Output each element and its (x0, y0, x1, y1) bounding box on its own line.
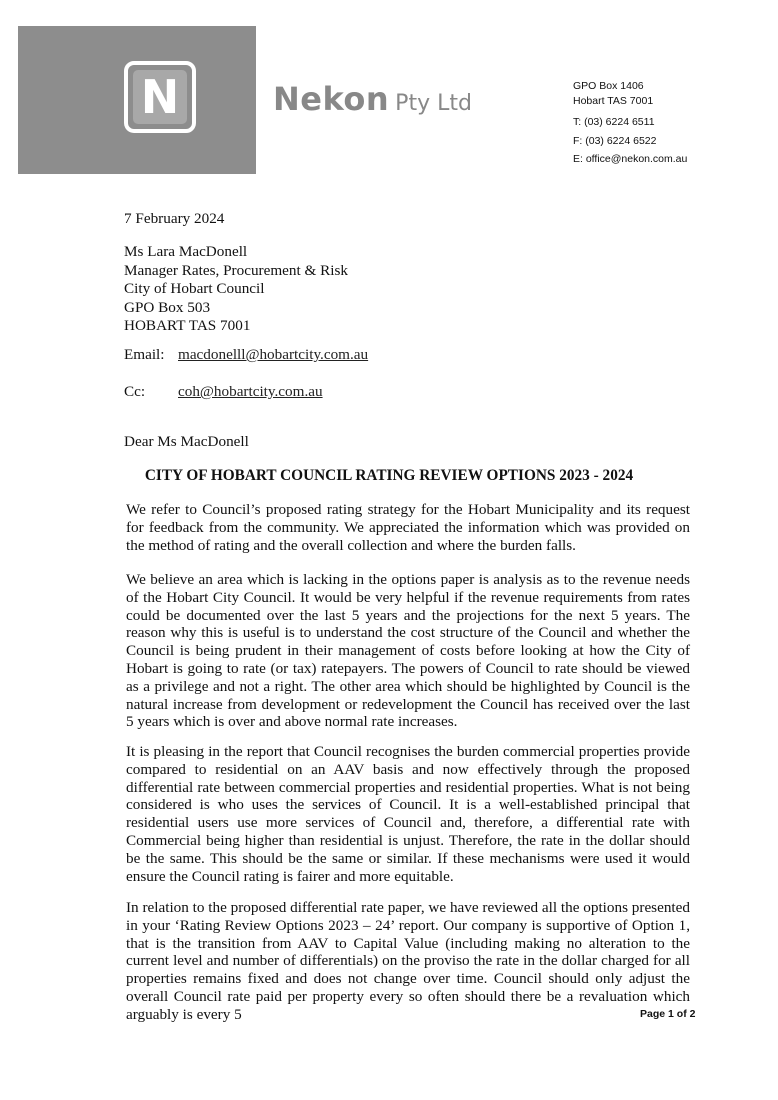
contact-email: E: office@nekon.com.au (573, 153, 688, 165)
page-prefix: Page (640, 1008, 666, 1020)
salutation: Dear Ms MacDonell (124, 433, 249, 450)
recipient-address (124, 243, 348, 336)
company-name: Nekon (273, 80, 390, 118)
company-suffix: Pty Ltd (395, 91, 472, 116)
contact-po-box: GPO Box 1406 (573, 80, 644, 92)
cc-row (124, 383, 323, 401)
contact-phone: T: (03) 6224 6511 (573, 116, 655, 128)
contact-fax: F: (03) 6224 6522 (573, 135, 657, 147)
page-number (640, 1008, 695, 1020)
page-current: 1 (668, 1008, 674, 1020)
recipient-po-box: GPO Box 503 (124, 298, 211, 316)
contact-city: Hobart TAS 7001 (573, 95, 654, 107)
email-label: Email: (124, 346, 165, 363)
paragraph-2: We believe an area which is lacking in the options paper is analysis as to the revenue needs of the Hobart City Council. It would be very helpful if the revenue requirements from rates could be documented over the last 5 years and the projections for the next 5 years. The reason why this is useful is to understand the cost structure of the Council and whether the Council is being prudent in their management of costs before looking at how the City of Hobart is going to rate (or tax) ratepayers. The powers of Council to rate should be viewed as a privilege and not a right. The other area which should be highlighted by Council is the natural increase from development or redevelopment the Council has received over the last 5 years which is over and above normal rate increases. (126, 571, 690, 731)
letter-heading: CITY OF HOBART COUNCIL RATING REVIEW OPTIONS 2023 - 2024 (144, 467, 634, 484)
recipient-email-link[interactable]: macdonelll@hobartcity.com.au (178, 346, 369, 363)
letter-date: 7 February 2024 (124, 210, 225, 227)
email-row (124, 346, 369, 364)
paragraph-3: It is pleasing in the report that Council recognises the burden commercial properties provide compared to residential on an AAV basis and now effectively through the proposed differential rate between commercial properties and residential properties. What is not being considered is who uses the services of Council. It is a well-established principal that residential users use more services of Council and, therefore, a differential rate with Commercial being higher than residential is unjust. Therefore, the rate in the dollar should be the same. This should be the same or similar. If these mechanisms were used it would ensure the Council rating is fairer and more equitable. (126, 743, 690, 885)
company-wordmark (273, 80, 472, 118)
recipient-city: HOBART TAS 7001 (124, 317, 251, 334)
page-of: of (676, 1008, 687, 1020)
paragraph-1: We refer to Council’s proposed rating strategy for the Hobart Municipality and its request for feedback from the community. We appreciated the information which was provided on the method of rating and the overall collection and where the burden falls. (126, 501, 690, 554)
recipient-title: Manager Rates, Procurement & Risk (124, 261, 348, 279)
cc-label: Cc: (124, 383, 146, 400)
paragraph-4: In relation to the proposed differential rate paper, we have reviewed all the options presented in your ‘Rating Review Options 2023 – 24’ report. Our company is supportive of Option 1, that is the transition from AAV to Capital Value (including making no alteration to the current level and number of differentials) on the proviso the rate in the dollar charged for all properties remains fixed and does not change over time. Council should only adjust the overall Council rate paid per property every so often should there be a revaluation which arguably is every 5 (126, 899, 690, 1023)
logo-letter: N (133, 70, 187, 124)
recipient-organisation: City of Hobart Council (124, 280, 265, 297)
logo-mark (124, 61, 196, 133)
company-logo (18, 26, 256, 174)
page-total: 2 (689, 1008, 696, 1020)
cc-email-link[interactable]: coh@hobartcity.com.au (178, 383, 323, 400)
recipient-name: Ms Lara MacDonell (124, 243, 248, 260)
